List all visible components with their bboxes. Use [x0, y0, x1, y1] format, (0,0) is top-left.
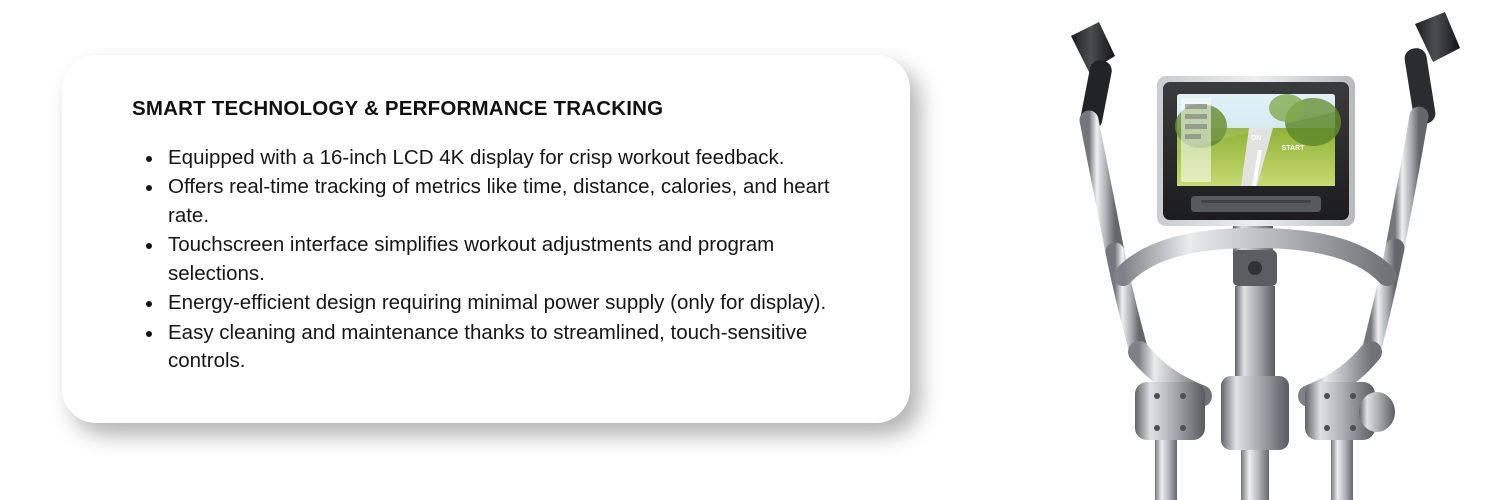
list-item: Energy-efficient design requiring minimal power supply (only for display). — [168, 289, 864, 318]
feature-card — [62, 55, 910, 423]
left-joint — [1135, 382, 1205, 440]
console-monitor — [1157, 76, 1355, 226]
elliptical-console-illustration — [1005, 0, 1500, 500]
list-item: Touchscreen interface simplifies workout adjustments and program selections. — [168, 231, 864, 288]
console-screen — [1175, 94, 1341, 186]
list-item: Easy cleaning and maintenance thanks to streamlined, touch-sensitive controls. — [168, 319, 864, 376]
mast-hub — [1221, 376, 1289, 450]
product-photo — [1005, 0, 1500, 500]
list-item: Equipped with a 16-inch LCD 4K display for crisp workout feedback. — [168, 144, 864, 173]
list-item: Offers real-time tracking of metrics like time, distance, calories, and heart rate. — [168, 173, 864, 230]
screen-label-secondary: START — [1281, 145, 1305, 152]
card-title: SMART TECHNOLOGY & PERFORMANCE TRACKING — [132, 97, 664, 120]
tension-knob — [1359, 392, 1395, 432]
screen-label-primary: ON — [1250, 135, 1262, 142]
feature-list — [132, 144, 864, 376]
console-tray — [1191, 196, 1321, 212]
